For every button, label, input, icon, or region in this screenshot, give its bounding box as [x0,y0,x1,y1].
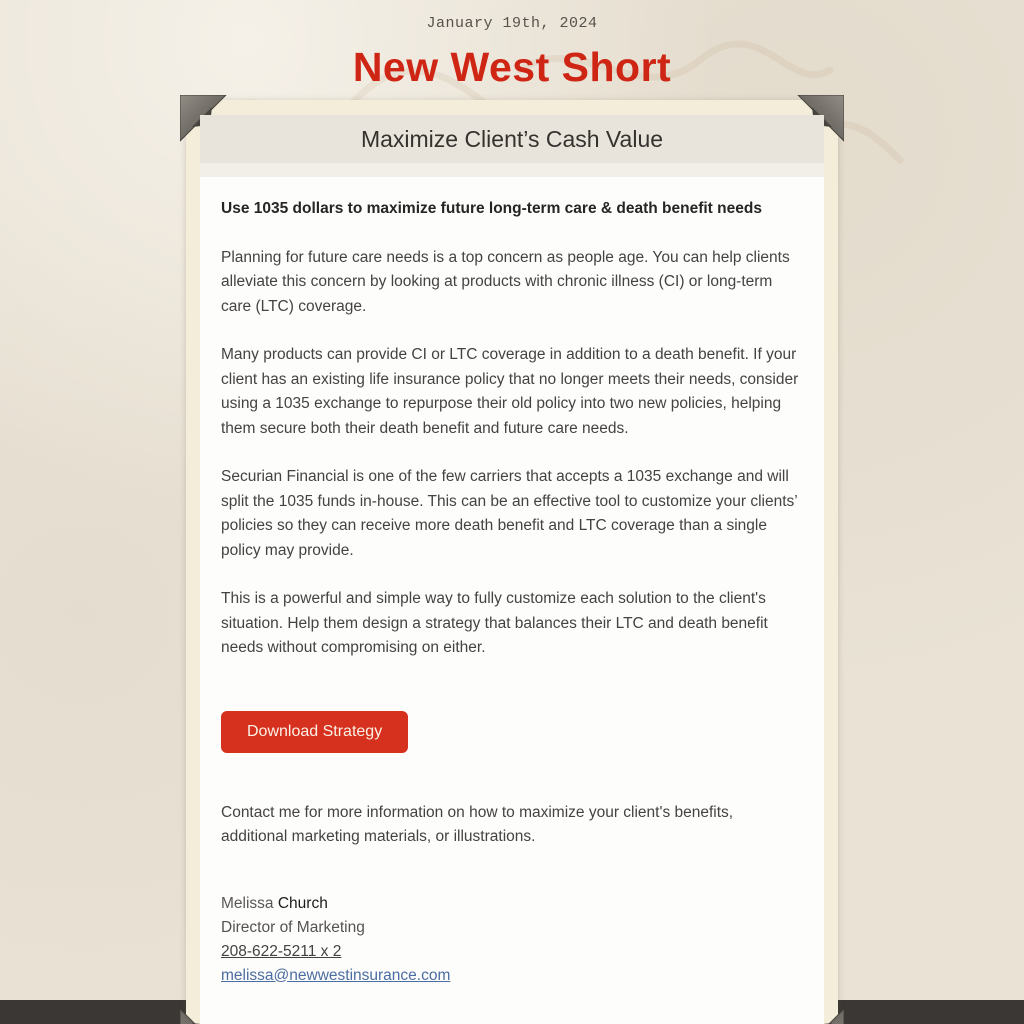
email-link[interactable]: melissa@newwestinsurance.com [221,966,451,984]
body-paragraph: Many products can provide CI or LTC coverage in addition to a death benefit. If your client has an existing life insurance policy that no longer meets their needs, consider using a 1035 exchange to repurpose their old policy into two new policies, helping them secure both their death benefit and future care needs. [221,346,799,437]
signature-block [221,892,802,988]
signature-email-row [221,964,802,988]
card-header-title: Maximize Client’s Cash Value [200,115,824,163]
newsletter-title: New West Short [352,44,672,90]
signature-first-name: Melissa [221,894,274,912]
signature-phone-row [221,940,802,964]
content-card [186,100,838,1024]
card-inner [200,115,824,1024]
body-paragraph: Planning for future care needs is a top concern as people age. You can help clients alleviate this concern by looking at products with chronic illness (CI) or long-term care (LTC) coverage. [221,248,790,315]
card-header-strip [200,163,824,177]
phone-link[interactable]: 208-622-5211 x 2 [221,942,342,960]
signature-role: Director of Marketing [221,918,365,936]
body-paragraph: This is a powerful and simple way to fully customize each solution to the client's situation. Help them design a strategy that balances their LTC and death benefit needs without compromising on either. [221,590,768,656]
download-strategy-button[interactable]: Download Strategy [221,711,408,753]
contact-paragraph: Contact me for more information on how to maximize your client's benefits, additional marketing materials, or illustrations. [221,803,734,845]
body-paragraph: Securian Financial is one of the few carriers that accepts a 1035 exchange and will split the 1035 funds in-house. This can be an effective tool to customize your clients’ policies so they can receive more death benefit and LTC coverage than a single policy may provide. [221,468,798,559]
signature-name [221,892,802,916]
signature-last-name: Church [277,894,328,912]
issue-date: January 19th, 2024 [426,15,598,32]
intro-heading: Use 1035 dollars to maximize future long-term care & death benefit needs [221,200,762,217]
card-body [200,177,824,988]
